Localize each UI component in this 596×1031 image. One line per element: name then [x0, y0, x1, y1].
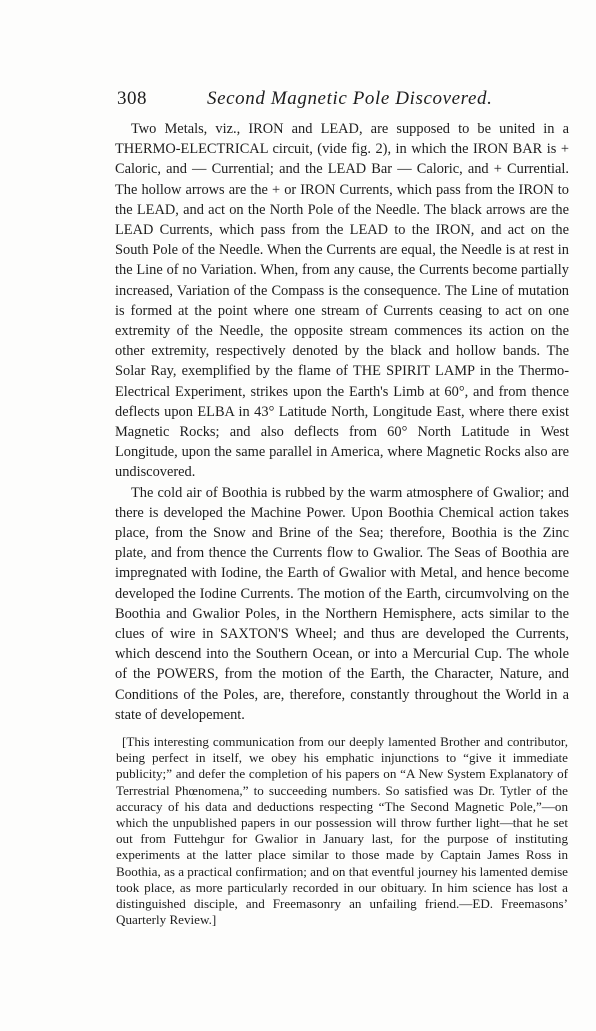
paragraph-boothia-gwalior: The cold air of Boothia is rubbed by the warm atmosphere of Gwalior; and there is developed the Machine Power. Upon Boothia Chemical action takes place, from the Snow and Brine of the Sea; therefore, Boothia is the Zinc plate, and from thence the Currents flow to Gwalior. The Seas of Boothia are impregnated with Iodine, the Earth of Gwalior with Metal, and hence become developed the Iodine Currents. The motion of the Earth, circumvolving on the Boothia and Gwalior Poles, in the Northern Hemisphere, acts similar to the clues of wire in SAXTON'S Wheel; and thus are developed the Currents, which descend into the Southern Ocean, or into a Mercurial Cup. The whole of the POWERS, from the motion of the Earth, the Character, Nature, and Conditions of the Poles, are, therefore, constantly throughout the World in a state of developement. [115, 484, 569, 723]
page-number: 308 [117, 88, 147, 109]
running-title: Second Magnetic Pole Discovered. [207, 88, 493, 109]
body-text [115, 119, 569, 725]
running-header [117, 88, 517, 114]
paragraph-iron-lead: Two Metals, viz., IRON and LEAD, are supposed to be united in a THERMO-ELECTRICAL circuit, (vide fig. 2), in which the IRON BAR is + Caloric, and — Currential; and the LEAD Bar — Caloric, and + Currential. The hollow arrows are the + or IRON Currents, which pass from the IRON to the LEAD, and act on the North Pole of the Needle. The black arrows are the LEAD Currents, which pass from the LEAD to the IRON, and act on the South Pole of the Needle. When the Currents are equal, the Needle is at rest in the Line of no Variation. When, from any cause, the Currents become partially increased, Variation of the Compass is the consequence. The Line of mutation is formed at the point where one stream of Currents ceasing to act on one extremity of the Needle, the opposite stream commences its action on the other extremity, respectively denoted by the black and hollow bands. The Solar Ray, exemplified by the flame of THE SPIRIT LAMP in the Thermo-Electrical Experiment, strikes upon the Earth's Limb at 60°, and from thence deflects upon ELBA in 43° Latitude North, Longitude East, where there exist Magnetic Rocks; and also deflects from 60° North Latitude in West Longitude, upon the same parallel in America, where Magnetic Rocks also are undiscovered. [115, 121, 569, 481]
editor-note-text: [This interesting communication from our deeply lamented Brother and contributor, being perfect in itself, we obey his emphatic injunctions to “give it immediate publicity;” and defer the completion of his papers on “A New System Explanatory of Terrestrial Phœnomena,” to succeeding numbers. So satisfied was Dr. Tytler of the accuracy of his data and deductions respecting “The Second Magnetic Pole,”—on which the unpublished papers in our possession will throw further light—that he set out from Futtehgur for Gwalior in January last, for the purpose of instituting experiments at the latter place similar to those made by Captain James Ross in Boothia, as a practical confirmation; and on that eventful journey his lamented demise took place, as more particularly recorded in our obituary. In him science has lost a distinguished disciple, and Freemasonry an unfailing friend.—ED. Freemasons’ Quarterly Review.] [116, 734, 568, 928]
editor-note [116, 734, 568, 928]
